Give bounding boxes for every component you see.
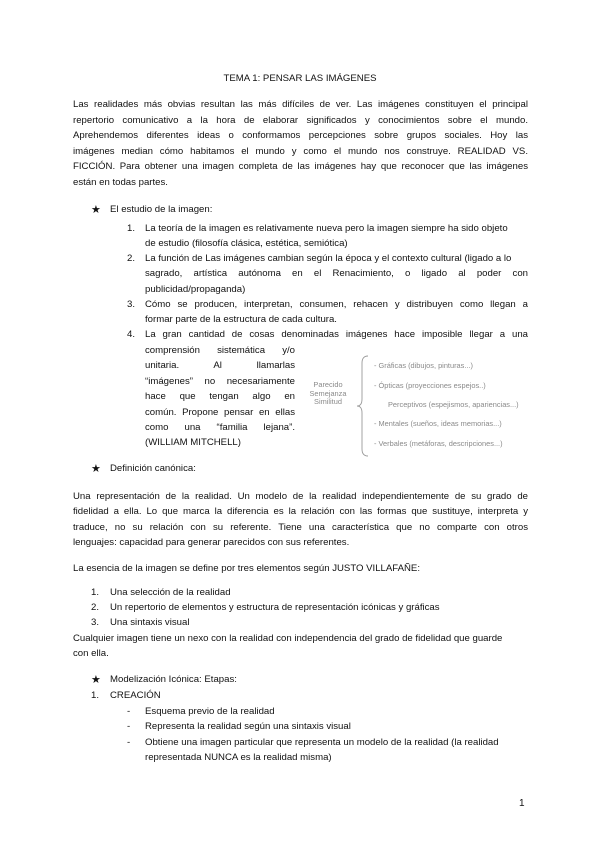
intro-line: están en todas partes. xyxy=(73,177,168,188)
diagram-center-word: Semejanza xyxy=(309,388,347,398)
section-heading: Modelización Icónica: Etapas: xyxy=(110,674,237,685)
list-item-line: “imágenes” no necesariamente xyxy=(145,376,295,387)
list-number: 1. xyxy=(127,223,136,234)
list-item-line: sagrado, artística autónoma en el Renacimiento, o ligado al poder con xyxy=(145,268,528,279)
list-item-line: hace que tengan algo en xyxy=(145,391,295,402)
diagram-branch: - Mentales (sueños, ideas memorias...) xyxy=(374,419,502,428)
section-heading: Definición canónica: xyxy=(110,463,196,474)
star-bullet-icon: ★ xyxy=(91,204,101,216)
list-number: 2. xyxy=(127,253,136,264)
intro-line: Aprehendemos diferentes ideas o conformamos percepciones sobre grupos sociales. Hoy las xyxy=(73,130,528,141)
diagram-branch: - Gráficas (dibujos, pinturas...) xyxy=(374,361,473,370)
list-item-line: (WILLIAM MITCHELL) xyxy=(145,437,241,448)
star-bullet-icon: ★ xyxy=(91,674,101,686)
paragraph-line: con ella. xyxy=(73,648,109,659)
list-item-line: La función de Las imágenes cambian según la época y el contexto cultural (ligado a lo xyxy=(145,253,512,264)
list-item-line: La gran cantidad de cosas denominadas imágenes hace imposible llegar a una xyxy=(145,329,528,340)
list-item-line: Una sintaxis visual xyxy=(110,617,190,628)
star-bullet-icon: ★ xyxy=(91,463,101,475)
paragraph-line: Cualquier imagen tiene un nexo con la realidad con independencia del grado de fidelidad que guarde xyxy=(73,633,503,644)
intro-line: FICCIÓN. Para obtener una imagen completa de las imágenes hay que reconocer que las imágenes xyxy=(73,161,528,172)
list-item-line: Cómo se producen, interpretan, consumen, rehacen y distribuyen como llegan a xyxy=(145,299,528,310)
list-item-line: Esquema previo de la realidad xyxy=(145,706,275,717)
paragraph-line: fidelidad a ella. Lo que marca la diferencia es la relación con las formas que sustituye, interpreta y xyxy=(73,506,528,517)
list-item-line: comprensión sistemática y/o xyxy=(145,345,295,356)
paragraph-line: Una representación de la realidad. Un modelo de la realidad independientemente de su grado de xyxy=(73,491,528,502)
list-item-line: publicidad/propaganda) xyxy=(145,284,246,295)
diagram-branch: - Verbales (metáforas, descripciones...) xyxy=(374,439,503,448)
diagram-center-label xyxy=(304,381,352,407)
list-item-line: La teoría de la imagen es relativamente nueva pero la imagen siempre ha sido objeto xyxy=(145,223,508,234)
list-item-line: de estudio (filosofía clásica, estética, semiótica) xyxy=(145,238,348,249)
diagram-branch: - Ópticas (proyecciones espejos..) xyxy=(374,381,486,390)
page-title: TEMA 1: PENSAR LAS IMÁGENES xyxy=(223,73,377,84)
list-item-line: como una “familia lejana”. xyxy=(145,422,295,433)
list-number: 3. xyxy=(127,299,136,310)
dash-bullet-icon: - xyxy=(127,737,131,748)
page-number: 1 xyxy=(519,798,525,809)
intro-line: imágenes median cómo habitamos el mundo y como el mundo nos construye. REALIDAD VS. xyxy=(73,146,528,157)
list-item-line: Representa la realidad según una sintaxis visual xyxy=(145,721,351,732)
list-number: 2. xyxy=(91,602,100,613)
list-item-line: Una selección de la realidad xyxy=(110,587,231,598)
paragraph-line: lenguajes: capacidad para generar parecidos con sus referentes. xyxy=(73,537,350,548)
stage-heading: CREACIÓN xyxy=(110,690,161,701)
paragraph-line: traduce, no su relación con su referente. Tiene una característica que no comparte con otros xyxy=(73,522,528,533)
dash-bullet-icon: - xyxy=(127,706,131,717)
list-number: 1. xyxy=(91,690,100,701)
list-item-line: representada NUNCA es la realidad misma) xyxy=(145,752,332,763)
dash-bullet-icon: - xyxy=(127,721,131,732)
diagram-branch: Perceptivos (espejismos, apariencias...) xyxy=(388,400,519,409)
list-item-line: unitaria. Al llamarlas xyxy=(145,360,295,371)
intro-line: repertorio comunicativo a la hora de elaborar significados y conocimientos sobre el mundo. xyxy=(73,115,528,126)
diagram-center-word: Similitud xyxy=(314,397,342,407)
list-number: 1. xyxy=(91,587,100,598)
list-item-line: Un repertorio de elementos y estructura de representación icónicas y gráficas xyxy=(110,602,440,613)
list-item-line: Obtiene una imagen particular que representa un modelo de la realidad (la realidad xyxy=(145,737,499,748)
list-number: 3. xyxy=(91,617,100,628)
diagram-center-word: Parecido xyxy=(313,380,343,389)
list-item-line: común. Propone pensar en ellas xyxy=(145,407,295,418)
list-number: 4. xyxy=(127,329,136,340)
brace-icon xyxy=(356,355,370,457)
intro-line: Las realidades más obvias resultan las más difíciles de ver. Las imágenes constituyen el principal xyxy=(73,99,528,110)
section-heading: El estudio de la imagen: xyxy=(110,204,213,215)
paragraph-line: La esencia de la imagen se define por tres elementos según JUSTO VILLAFAÑE: xyxy=(73,563,420,574)
list-item-line: formar parte de la estructura de cada cultura. xyxy=(145,314,337,325)
